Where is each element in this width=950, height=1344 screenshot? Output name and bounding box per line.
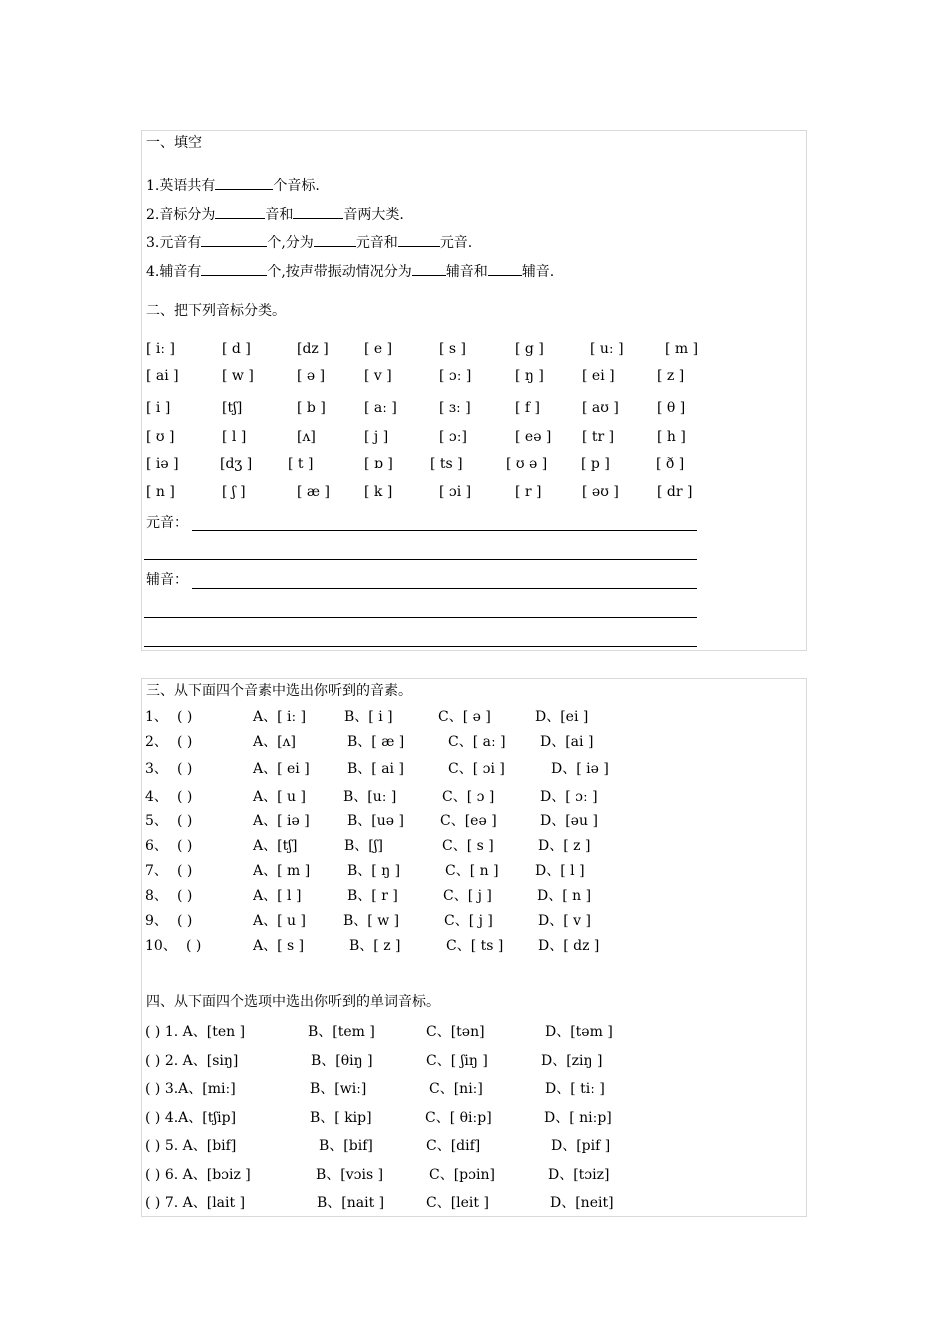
question-option-a[interactable]: ( ) 7. A、[lait ] (145, 1195, 246, 1211)
phonetic-symbol: [ əʊ ] (582, 484, 619, 500)
option-d[interactable]: D、[ iə ] (551, 761, 609, 777)
option-c[interactable]: C、[niː] (429, 1081, 483, 1097)
answer-paren[interactable]: ( ) (177, 913, 193, 929)
option-b[interactable]: B、[ kip] (310, 1110, 372, 1126)
phonetic-symbol: [ ai ] (146, 368, 179, 384)
phonetic-symbol: [ t ] (288, 456, 314, 472)
phonetic-symbol: [ z ] (657, 368, 685, 384)
phonetic-symbol: [ iː ] (146, 341, 176, 357)
question-option-a[interactable]: ( ) 2. A、[siŋ] (145, 1053, 239, 1069)
answer-blank[interactable] (412, 261, 446, 276)
section1-heading: 一、填空 (146, 135, 202, 151)
phonetic-symbol: [ b ] (297, 400, 326, 416)
answer-blank[interactable] (201, 261, 267, 276)
phonetic-symbol: [ r ] (515, 484, 542, 500)
option-c[interactable]: C、[ ts ] (446, 938, 504, 954)
phonetic-symbol: [ ʃ ] (222, 484, 246, 500)
phonetic-symbol: [dʒ ] (220, 456, 253, 472)
listening-section (141, 678, 807, 1217)
phonetic-symbol: [ iə ] (146, 456, 179, 472)
list-item: 10、 (145, 938, 177, 954)
option-b[interactable]: B、[ r ] (347, 888, 398, 904)
option-c[interactable]: C、[ θiːp] (425, 1110, 492, 1126)
phonetic-symbol: [ f ] (515, 400, 541, 416)
phonetic-symbol: [ ʊ ] (146, 429, 175, 445)
vowel-answer-line[interactable] (192, 530, 697, 531)
option-c[interactable]: C、[tən] (426, 1024, 485, 1040)
option-a[interactable]: A、[ s ] (253, 938, 305, 954)
option-b[interactable]: B、[ ai ] (347, 761, 404, 777)
option-a[interactable]: A、[ iː ] (253, 709, 307, 725)
list-item: 6、 (145, 838, 168, 854)
list-item: 7、 (145, 863, 168, 879)
option-b[interactable]: B、[uː ] (343, 789, 397, 805)
option-b[interactable]: B、[ w ] (343, 913, 400, 929)
answer-blank[interactable] (314, 232, 356, 247)
option-c[interactable]: C、[ ɔ ] (442, 789, 495, 805)
option-d[interactable]: D、[ dz ] (538, 938, 600, 954)
phonetic-symbol: [ aː ] (364, 400, 397, 416)
option-b[interactable]: B、[ ŋ ] (347, 863, 401, 879)
option-c[interactable]: C、[ ɔi ] (448, 761, 505, 777)
phonetic-symbol: [ ð ] (656, 456, 685, 472)
phonetic-symbol: [ dr ] (657, 484, 693, 500)
question-option-a[interactable]: ( ) 5. A、[bif] (145, 1138, 237, 1154)
list-item: 9、 (145, 913, 168, 929)
vowel-answer-line[interactable] (144, 559, 697, 560)
option-a[interactable]: A、[ u ] (253, 789, 306, 805)
phonetic-symbol: [ g ] (515, 341, 544, 357)
answer-blank[interactable] (293, 204, 343, 219)
option-b[interactable]: B、[nait ] (317, 1195, 385, 1211)
section4-heading: 四、从下面四个选项中选出你听到的单词音标。 (146, 994, 440, 1010)
option-b[interactable]: B、[ z ] (349, 938, 401, 954)
answer-paren[interactable]: ( ) (177, 789, 193, 805)
phonetic-symbol: [ ʊ ə ] (506, 456, 548, 472)
phonetic-symbol: [tʃ] (222, 400, 243, 416)
option-a[interactable]: A、[ m ] (253, 863, 311, 879)
consonant-answer-line[interactable] (144, 646, 697, 647)
option-b[interactable]: B、[ʃ] (344, 838, 384, 854)
option-d[interactable]: D、[ niːp] (544, 1110, 612, 1126)
phonetic-symbol: [ e ] (364, 341, 393, 357)
option-b[interactable]: B、[θiŋ ] (311, 1053, 373, 1069)
phonetic-symbol: [ s ] (439, 341, 467, 357)
answer-paren[interactable]: ( ) (177, 863, 193, 879)
consonant-answer-line[interactable] (192, 588, 697, 589)
phonetic-symbol: [ tr ] (582, 429, 615, 445)
question-1: 1.英语共有 个音标. (146, 175, 320, 195)
option-d[interactable]: D、[təm ] (545, 1024, 613, 1040)
option-d[interactable]: D、[əu ] (540, 813, 598, 829)
option-d[interactable]: D、[ l ] (535, 863, 585, 879)
question-2: 2.音标分为 音和 音两大类. (146, 204, 404, 224)
question-4: 4.辅音有 个,按声带振动情况分为 辅音和 辅音. (146, 261, 554, 281)
list-item: 8、 (145, 888, 168, 904)
option-c[interactable]: C、[ n ] (445, 863, 499, 879)
list-item: 2、 (145, 734, 168, 750)
option-d[interactable]: D、[pif ] (551, 1138, 611, 1154)
option-b[interactable]: B、[ æ ] (347, 734, 405, 750)
answer-blank[interactable] (215, 175, 273, 190)
phonetic-symbol: [ v ] (364, 368, 392, 384)
answer-paren[interactable]: ( ) (177, 813, 193, 829)
option-a[interactable]: A、[ ei ] (253, 761, 310, 777)
phonetic-symbol: [ h ] (657, 429, 686, 445)
option-c[interactable]: C、[ aː ] (448, 734, 506, 750)
phonetic-symbol: [dz ] (297, 341, 329, 357)
option-a[interactable]: A、[ u ] (253, 913, 306, 929)
option-c[interactable]: C、[leit ] (426, 1195, 489, 1211)
option-c[interactable]: C、[ j ] (443, 888, 492, 904)
answer-paren[interactable]: ( ) (177, 709, 193, 725)
phonetic-symbol: [ i ] (146, 400, 171, 416)
list-item: 1、 (145, 709, 168, 725)
question-option-a[interactable]: ( ) 1. A、[ten ] (145, 1024, 246, 1040)
option-c[interactable]: C、[pɔin] (429, 1167, 495, 1183)
phonetic-symbol: [ k ] (364, 484, 393, 500)
option-d[interactable]: D、[tɔiz] (548, 1167, 610, 1183)
option-d[interactable]: D、[ n ] (537, 888, 592, 904)
phonetic-symbol: [ eə ] (515, 429, 552, 445)
answer-blank[interactable] (215, 204, 265, 219)
option-a[interactable]: A、[ʌ] (253, 734, 296, 750)
option-c[interactable]: C、[dif] (426, 1138, 481, 1154)
option-c[interactable]: C、[ j ] (444, 913, 493, 929)
section2-heading: 二、把下列音标分类。 (146, 303, 286, 319)
phonetic-symbol: [ ə ] (297, 368, 326, 384)
phonetic-symbol: [ j ] (364, 429, 389, 445)
option-b[interactable]: B、[vɔis ] (316, 1167, 384, 1183)
option-b[interactable]: B、[uə ] (347, 813, 404, 829)
vowel-label: 元音： (146, 515, 188, 531)
answer-blank[interactable] (398, 232, 440, 247)
phonetic-symbol: [ ts ] (430, 456, 463, 472)
option-b[interactable]: B、[tem ] (308, 1024, 375, 1040)
phonetic-symbol: [ ei ] (582, 368, 615, 384)
option-c[interactable]: C、[eə ] (440, 813, 497, 829)
phonetic-symbol: [ l ] (222, 429, 247, 445)
option-c[interactable]: C、[ s ] (442, 838, 494, 854)
question-option-a[interactable]: ( ) 6. A、[bɔiz ] (145, 1167, 251, 1183)
phonetic-symbol: [ aʊ ] (582, 400, 619, 416)
option-d[interactable]: D、[ tiː ] (545, 1081, 605, 1097)
phonetic-symbol: [ uː ] (590, 341, 624, 357)
option-d[interactable]: D、[ei ] (535, 709, 589, 725)
option-d[interactable]: D、[ z ] (538, 838, 591, 854)
answer-paren[interactable]: ( ) (177, 761, 193, 777)
consonant-answer-line[interactable] (144, 617, 697, 618)
option-b[interactable]: B、[wiː] (310, 1081, 367, 1097)
option-a[interactable]: A、[ l ] (253, 888, 302, 904)
option-d[interactable]: D、[neit] (550, 1195, 614, 1211)
list-item: 3、 (145, 761, 168, 777)
phonetic-symbol: [ d ] (222, 341, 251, 357)
option-a[interactable]: A、[tʃ] (253, 838, 298, 854)
option-b[interactable]: B、[ i ] (344, 709, 393, 725)
option-a[interactable]: A、[ iə ] (253, 813, 310, 829)
phonetic-symbol: [ ŋ ] (515, 368, 544, 384)
phonetic-symbol: [ m ] (665, 341, 699, 357)
option-d[interactable]: D、[ v ] (538, 913, 591, 929)
phonetic-symbol: [ w ] (222, 368, 254, 384)
phonetic-symbol: [ ɒ ] (364, 456, 393, 472)
phonetic-symbol: [ ɔː ] (439, 368, 472, 384)
option-d[interactable]: D、[ ɔː ] (540, 789, 598, 805)
answer-paren[interactable]: ( ) (186, 938, 202, 954)
option-b[interactable]: B、[bif] (319, 1138, 373, 1154)
phonetic-symbol: [ θ ] (657, 400, 686, 416)
option-d[interactable]: D、[ziŋ ] (541, 1053, 603, 1069)
answer-paren[interactable]: ( ) (177, 888, 193, 904)
question-option-a[interactable]: ( ) 3.A、[miː] (145, 1081, 236, 1097)
fill-and-classify-section (141, 130, 807, 651)
answer-blank[interactable] (488, 261, 522, 276)
answer-blank[interactable] (201, 232, 267, 247)
phonetic-symbol: [ ɜː ] (439, 400, 471, 416)
list-item: 4、 (145, 789, 168, 805)
answer-paren[interactable]: ( ) (177, 734, 193, 750)
phonetic-symbol: [ n ] (146, 484, 175, 500)
phonetic-symbol: [ p ] (581, 456, 610, 472)
answer-paren[interactable]: ( ) (177, 838, 193, 854)
option-c[interactable]: C、[ ə ] (438, 709, 491, 725)
consonant-label: 辅音： (146, 572, 188, 588)
list-item: 5、 (145, 813, 168, 829)
question-option-a[interactable]: ( ) 4.A、[tʃip] (145, 1110, 237, 1126)
phonetic-symbol: [ ɔː] (439, 429, 467, 445)
section3-heading: 三、从下面四个音素中选出你听到的音素。 (146, 683, 412, 699)
phonetic-symbol: [ʌ] (297, 429, 316, 445)
question-3: 3.元音有 个,分为 元音和 元音. (146, 232, 472, 252)
option-d[interactable]: D、[ai ] (540, 734, 594, 750)
phonetic-symbol: [ æ ] (297, 484, 330, 500)
option-c[interactable]: C、[ ʃiŋ ] (426, 1053, 488, 1069)
phonetic-symbol: [ ɔi ] (439, 484, 472, 500)
